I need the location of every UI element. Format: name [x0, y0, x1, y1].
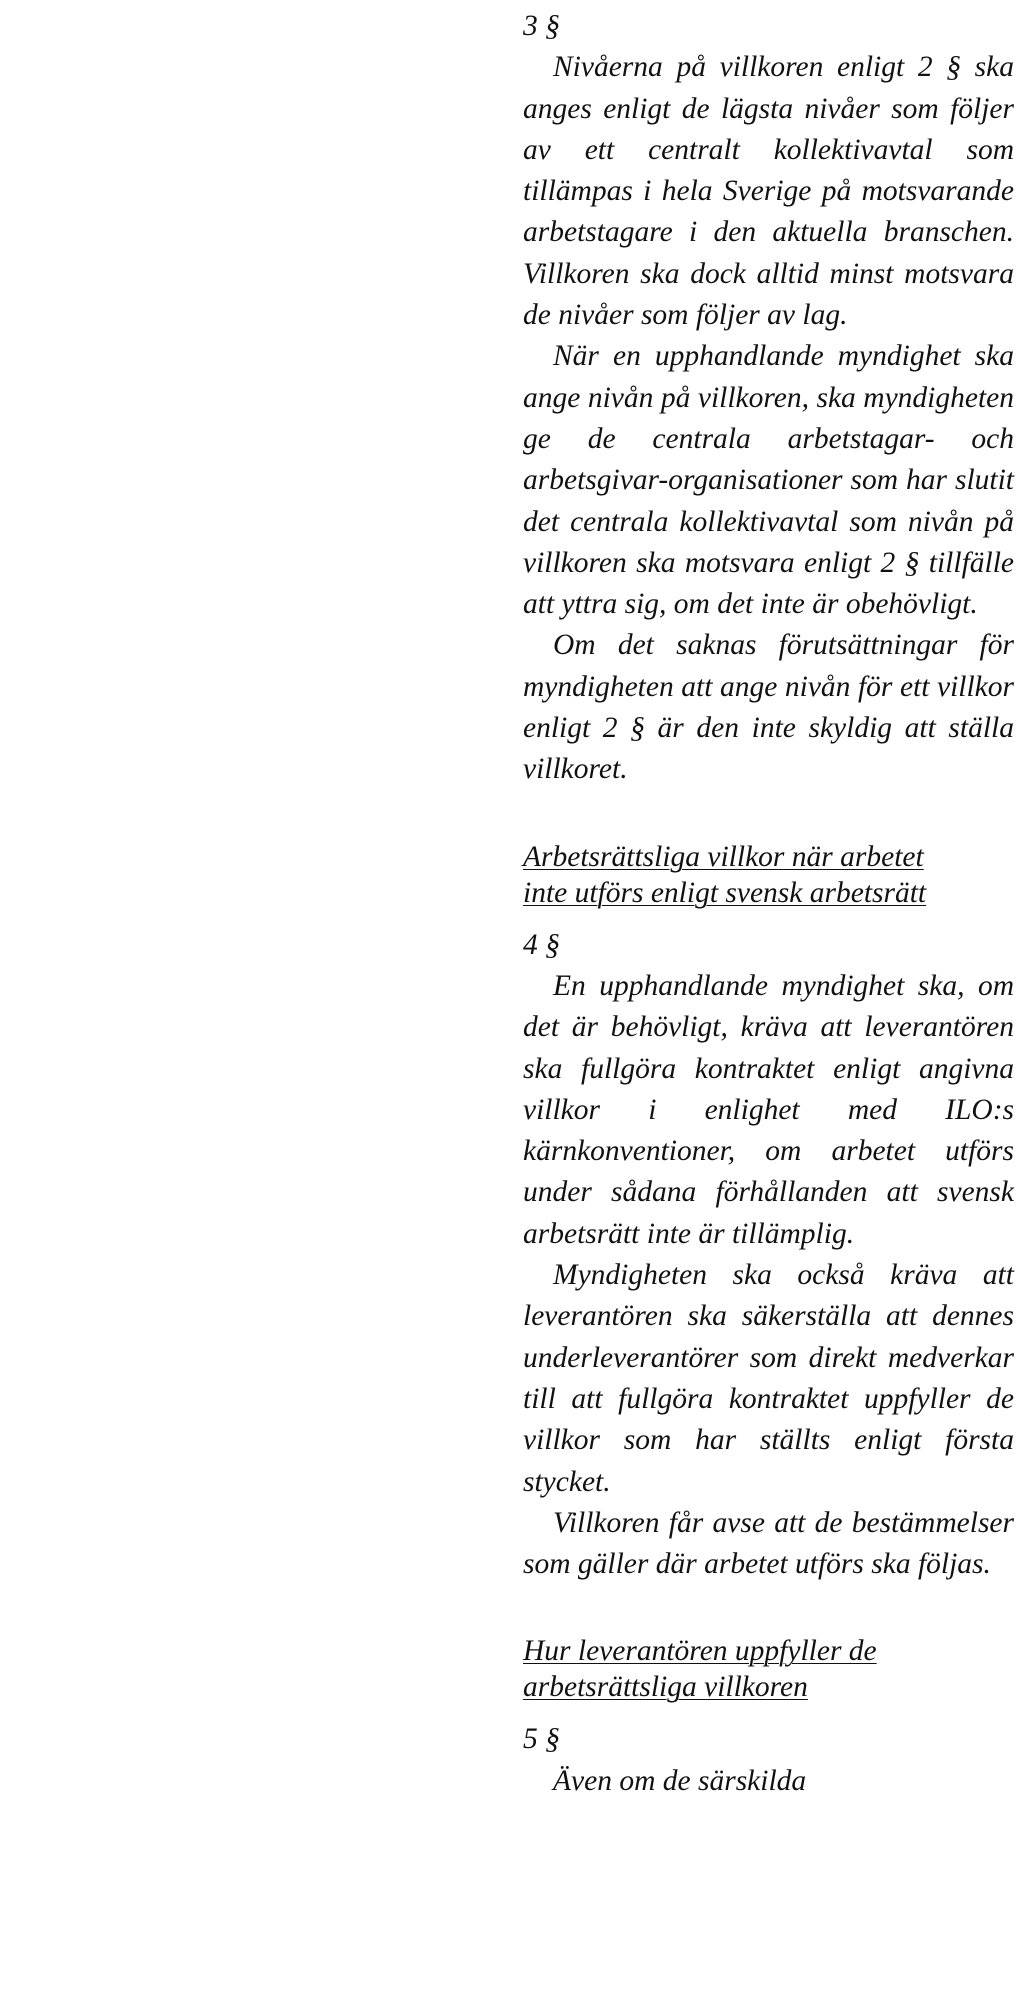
heading-1-line-2: inte utförs enligt svensk arbetsrätt — [523, 876, 927, 909]
heading-2-line-1: Hur leverantören uppfyller de — [523, 1635, 877, 1668]
document-column — [523, 6, 1014, 1802]
section-4-number: 4 § — [523, 928, 560, 961]
spacer — [523, 911, 1014, 925]
heading-hur-leverantoren-uppfyller — [523, 1633, 1014, 1705]
section-5-number: 5 § — [523, 1723, 560, 1756]
section-4-paragraph-2: Myndigheten ska också kräva att leverantören ska säkerställa att dennes underleverantörer som direkt medverkar till att fullgöra kontraktet uppfyller de villkor som har ställts enligt första stycket. — [523, 1259, 1014, 1498]
heading-2-line-2: arbetsrättsliga villkoren — [523, 1671, 808, 1704]
section-3-paragraph-3: Om det saknas förutsättningar för myndigheten att ange nivån för ett villkor enligt 2 § är den inte skyldig att ställa villkoret. — [523, 629, 1014, 786]
section-4-paragraph-1: En upphandlande myndighet ska, om det är behövligt, kräva att leverantören ska fullgöra kontraktet enligt angivna villkor i enlighet med ILO:s kärnkonventioner, om arbetet utförs under sådana förhållanden att svensk arbetsrätt inte är tillämplig. — [523, 969, 1014, 1250]
heading-1-line-1: Arbetsrättsliga villkor när arbetet — [523, 840, 924, 873]
section-3-paragraph-1: Nivåerna på villkoren enligt 2 § ska anges enligt de lägsta nivåer som följer av ett centralt kollektivavtal som tillämpas i hela Sverige på motsvarande arbetstagare i den aktuella branschen. Villkoren ska dock alltid minst motsvara de nivåer som följer av lag. — [523, 51, 1014, 332]
section-3-number: 3 § — [523, 10, 560, 42]
heading-arbetsrattsliga-villkor — [523, 839, 1014, 911]
spacer — [523, 1705, 1014, 1719]
section-3-paragraph-2: När en upphandlande myndighet ska ange nivån på villkoren, ska myndigheten ge de centrala arbetstagar- och arbetsgivar-organisationer som har slutit det centrala kollektivavtal som nivån på villkoren ska motsvara enligt 2 § tillfälle att yttra sig, om det inte är obehövligt. — [523, 340, 1014, 621]
section-4-paragraph-3: Villkoren får avse att de bestämmelser som gäller där arbetet utförs ska följas. — [523, 1506, 1014, 1581]
spacer — [523, 1585, 1014, 1633]
section-5-paragraph-1: Även om de särskilda — [553, 1764, 807, 1797]
spacer — [523, 791, 1014, 839]
